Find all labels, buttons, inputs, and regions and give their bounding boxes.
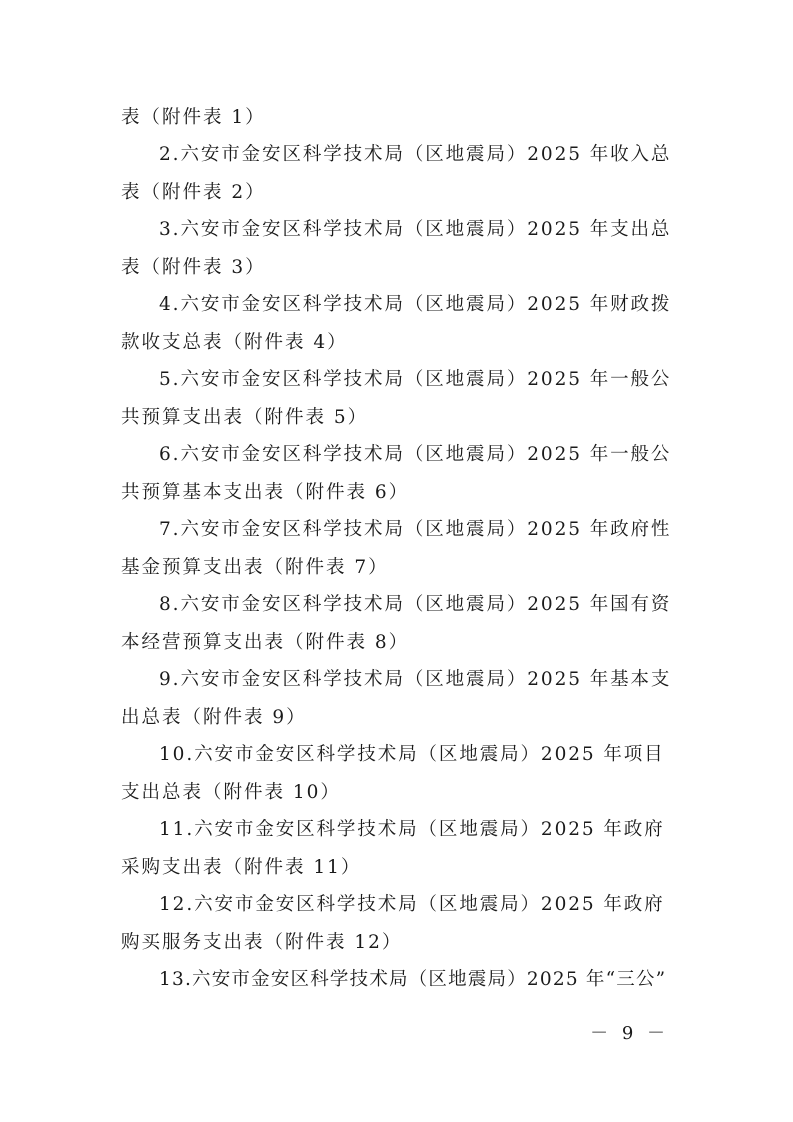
text-line: 基金预算支出表（附件表 7） <box>121 557 389 578</box>
text-line: 表（附件表 2） <box>121 182 266 203</box>
text-line: 表（附件表 1） <box>121 107 266 128</box>
text-line: 11.六安市金安区科学技术局（区地震局）2025 年政府 <box>159 819 665 840</box>
text-line: 13.六安市金安区科学技术局（区地震局）2025 年“三公” <box>159 969 667 990</box>
text-line: 3.六安市金安区科学技术局（区地震局）2025 年支出总 <box>159 219 672 240</box>
text-line: 款收支总表（附件表 4） <box>121 332 348 353</box>
text-line: 采购支出表（附件表 11） <box>121 857 362 878</box>
text-line: 8.六安市金安区科学技术局（区地震局）2025 年国有资 <box>159 594 672 615</box>
text-line: 9.六安市金安区科学技术局（区地震局）2025 年基本支 <box>159 669 672 690</box>
text-line: 10.六安市金安区科学技术局（区地震局）2025 年项目 <box>159 744 665 765</box>
text-line: 共预算基本支出表（附件表 6） <box>121 482 410 503</box>
text-line: 7.六安市金安区科学技术局（区地震局）2025 年政府性 <box>159 519 672 540</box>
text-line: 5.六安市金安区科学技术局（区地震局）2025 年一般公 <box>159 369 672 390</box>
text-line: 6.六安市金安区科学技术局（区地震局）2025 年一般公 <box>159 444 672 465</box>
text-line: 共预算支出表（附件表 5） <box>121 407 369 428</box>
text-line: 2.六安市金安区科学技术局（区地震局）2025 年收入总 <box>159 144 672 165</box>
page-number: － 9 － <box>590 1023 669 1044</box>
text-line: 出总表（附件表 9） <box>121 707 307 728</box>
text-line: 支出总表（附件表 10） <box>121 782 341 803</box>
text-line: 4.六安市金安区科学技术局（区地震局）2025 年财政拨 <box>159 294 672 315</box>
text-line: 本经营预算支出表（附件表 8） <box>121 632 410 653</box>
text-line: 购买服务支出表（附件表 12） <box>121 932 403 953</box>
text-line: 表（附件表 3） <box>121 257 266 278</box>
text-line: 12.六安市金安区科学技术局（区地震局）2025 年政府 <box>159 894 665 915</box>
